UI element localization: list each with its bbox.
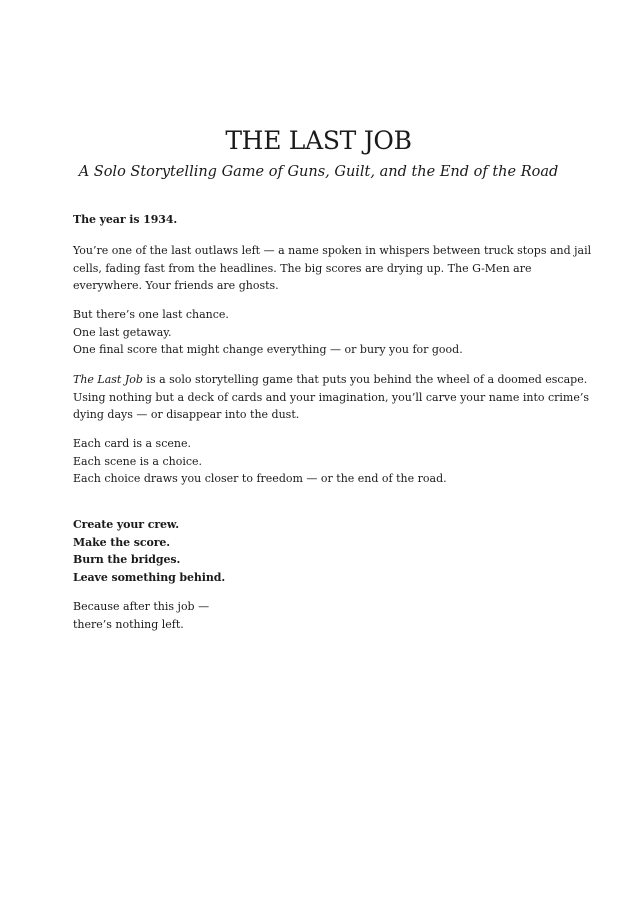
command-line: Leave something behind. xyxy=(73,570,226,584)
page-subtitle: A Solo Storytelling Game of Guns, Guilt, and the End of the Road xyxy=(78,164,559,180)
cards-line: Each card is a scene. xyxy=(73,437,191,450)
description-line: Using nothing but a deck of cards and your imagination, you’ll carve your name into crime’s xyxy=(73,390,590,404)
command-line: Burn the bridges. xyxy=(73,553,181,566)
closing-line: there’s nothing left. xyxy=(73,617,184,631)
closing-line: Because after this job — xyxy=(73,600,210,613)
chance-paragraph xyxy=(73,306,573,359)
description-line-first xyxy=(73,371,588,389)
closing-paragraph xyxy=(73,598,573,633)
cards-paragraph xyxy=(73,435,573,488)
description-paragraph xyxy=(73,371,590,424)
intro-line: everywhere. Your friends are ghosts. xyxy=(73,279,279,292)
chance-line: But there’s one last chance. xyxy=(73,308,229,321)
cards-line: Each scene is a choice. xyxy=(73,454,203,468)
cards-line: Each choice draws you closer to freedom — or the end of the road. xyxy=(73,472,447,485)
intro-paragraph xyxy=(73,242,592,295)
command-line: Create your crew. xyxy=(73,518,179,531)
commands-paragraph xyxy=(73,516,573,586)
description-first-rest: is a solo storytelling game that puts you behind the wheel of a doomed escape. xyxy=(142,373,588,386)
command-line: Make the score. xyxy=(73,535,171,549)
chance-line: One last getaway. xyxy=(73,325,172,339)
chance-line: One final score that might change everything — or bury you for good. xyxy=(73,343,463,356)
year-line: The year is 1934. xyxy=(73,213,178,226)
description-line: dying days — or disappear into the dust. xyxy=(73,408,300,421)
intro-line: cells, fading fast from the headlines. The big scores are drying up. The G-Men are xyxy=(73,261,532,275)
intro-line: You’re one of the last outlaws left — a name spoken in whispers between truck stops and jail xyxy=(73,244,592,257)
page-title: THE LAST JOB xyxy=(225,126,412,155)
game-title-italic: The Last Job xyxy=(73,373,143,386)
